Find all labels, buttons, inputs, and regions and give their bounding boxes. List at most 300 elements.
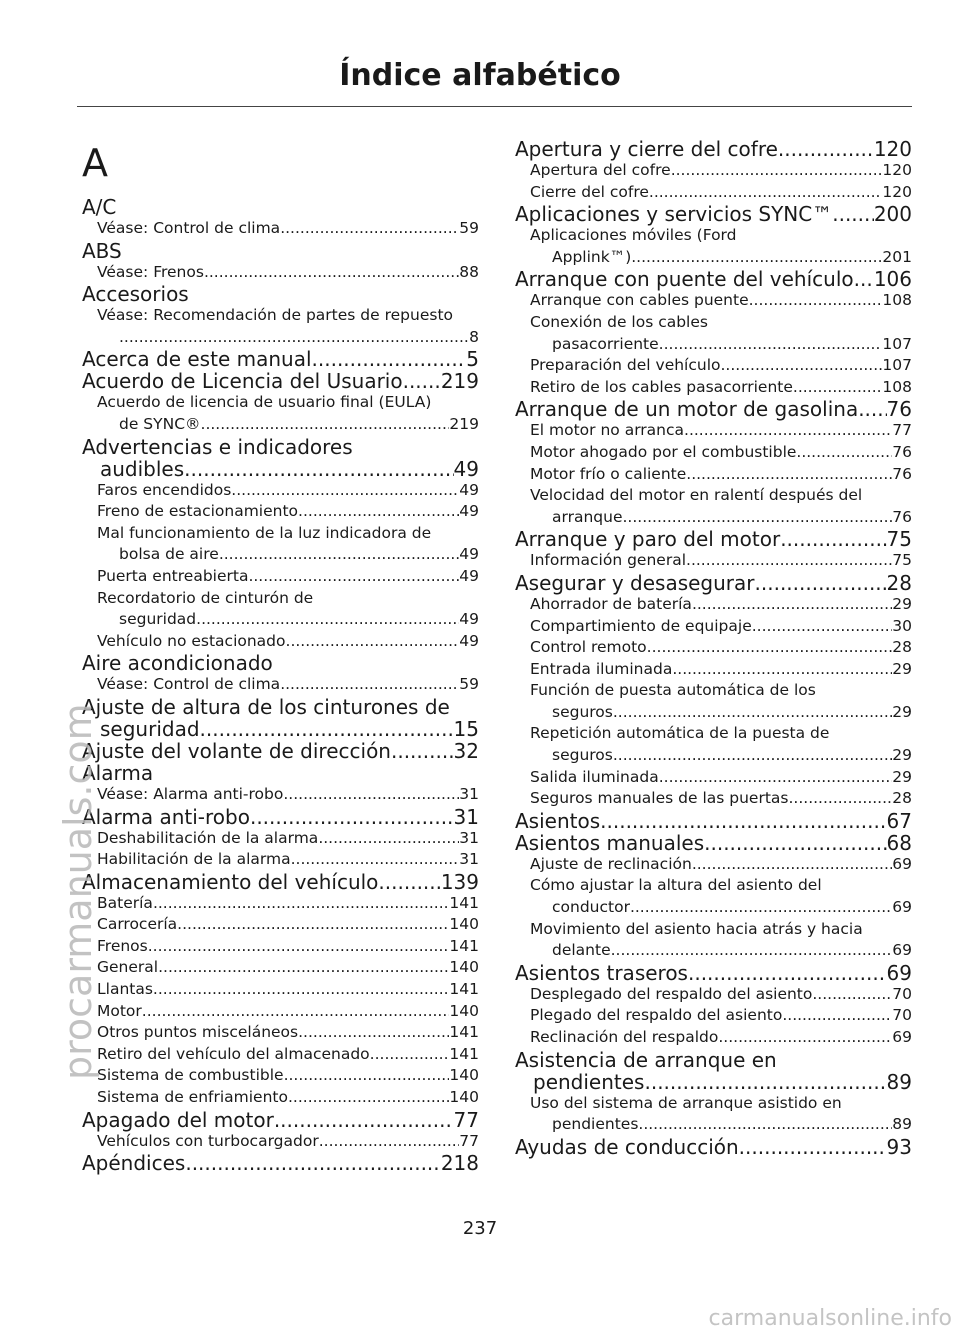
entry-text: Ajuste del volante de dirección [82,738,391,763]
dot-leader [201,414,450,436]
dot-leader [782,1005,892,1027]
entry-text: Preparación del vehículo [530,356,721,375]
entry-text: seguros [552,746,613,765]
entry-text: Apertura del cofre [530,161,671,179]
entry-text: Otros puntos misceláneos [97,1023,299,1042]
entry-text: Ayudas de conducción [515,1134,739,1159]
dot-leader [778,138,874,160]
dot-leader [686,464,892,486]
index-subentry [515,485,912,528]
index-subentry [82,262,479,284]
index-subentry [82,828,479,850]
entry-text: seguros [552,702,613,721]
entry-page-number: 140 [449,915,479,934]
entry-page-number: 141 [449,1023,479,1042]
entry-page-number: 76 [892,507,912,526]
entry-text: Advertencias e indicadores [82,434,353,459]
entry-text: Compartimiento de equipaje [530,616,752,635]
index-entry [82,762,479,784]
index-subentry [515,723,912,766]
index-entry [82,348,479,370]
entry-text: Alarma anti-robo [82,804,250,829]
dot-leader [142,1001,450,1023]
index-entry [82,436,479,480]
index-entries-left [82,196,479,1174]
dot-leader [153,893,449,915]
index-entry [515,268,912,290]
index-entry [515,962,912,984]
index-subentry [515,420,912,442]
index-subentry [515,594,912,616]
entry-page-number: 77 [453,1107,479,1132]
index-entry [82,196,479,218]
entry-text: Puerta entreabierta [97,566,249,585]
index-subentry [515,659,912,681]
entry-page-number: 76 [892,442,912,461]
index-subentry [82,566,479,588]
entry-text: Véase: Recomendación de partes de repuesto [97,306,454,325]
index-subentry [82,936,479,958]
entry-text: General [97,958,159,977]
entry-page-number: 141 [449,980,479,999]
entry-text: Véase: Control de clima [97,219,281,237]
index-subentry [515,160,912,182]
entry-page-number: 107 [882,356,912,375]
index-subentry [515,788,912,810]
dot-leader [196,609,459,631]
entry-page-number: 49 [459,566,479,585]
entry-page-number: 107 [882,334,912,353]
dot-leader [718,1027,892,1049]
index-entry [515,138,912,160]
entry-text: delante [552,941,611,960]
index-subentry [515,290,912,312]
entry-text: Arranque de un motor de gasolina [515,397,859,422]
entry-text: Carrocería [97,915,178,934]
dot-leader [858,398,886,420]
entry-page-number: 141 [449,936,479,955]
entry-page-number: 70 [892,984,912,1003]
entry-page-number: 140 [449,1066,479,1085]
entry-text: Recordatorio de cinturón de [97,588,314,607]
entry-text: Retiro del vehículo del almacenado [97,1044,370,1063]
index-entry [82,240,479,262]
entry-page-number: 69 [892,854,912,873]
dot-leader [611,940,893,962]
entry-text: Cómo ajustar la altura del asiento del [530,876,822,895]
index-subentry [515,312,912,355]
index-subentry [515,767,912,789]
index-column-right [515,138,912,1158]
entry-text: Motor ahogado por el combustible [530,442,797,461]
entry-text: Control remoto [530,638,647,657]
dot-leader [274,1109,454,1131]
entry-page-number: 15 [453,716,479,741]
entry-page-number: 49 [459,502,479,521]
entry-page-number: 49 [453,456,479,481]
entry-page-number: 29 [892,594,912,613]
entry-page-number: 70 [892,1006,912,1025]
entry-text: pendientes [533,1069,645,1094]
dot-leader [200,718,454,740]
dot-leader [280,218,459,240]
entry-page-number: 89 [886,1069,912,1094]
entry-page-number: 77 [459,1131,479,1150]
dot-leader [148,936,450,958]
entry-text: Cierre del cofre [530,182,649,201]
index-subentry [515,1093,912,1136]
index-subentry [515,680,912,723]
entry-page-number: 29 [892,746,912,765]
entry-page-number: 67 [886,808,912,833]
entry-text: Sistema de combustible [97,1066,284,1085]
entry-text: Vehículos con turbocargador [97,1131,319,1150]
dot-leader [832,203,874,225]
dot-leader [298,501,459,523]
entry-text: Aplicaciones móviles (Ford [530,226,737,245]
index-subentry [82,1044,479,1066]
index-subentry [82,893,479,915]
entry-page-number: 75 [892,551,912,570]
index-subentry [82,957,479,979]
dot-leader [288,1087,449,1109]
index-subentry [515,355,912,377]
index-subentry [515,919,912,962]
entry-text: Asientos [515,808,601,833]
entry-page-number: 219 [440,369,479,394]
entry-text: seguridad [100,716,200,741]
entry-page-number: 8 [469,327,479,346]
dot-leader [684,420,892,442]
entry-page-number: 106 [873,267,912,292]
index-subentry [515,984,912,1006]
entry-text: ABS [82,238,122,263]
entry-page-number: 28 [892,789,912,808]
index-subentry [82,588,479,631]
index-subentry [515,182,912,204]
entry-text: Información general [530,551,687,570]
entry-text: Asistencia de arranque en [515,1047,777,1072]
index-entry [82,370,479,392]
entry-page-number: 30 [892,616,912,635]
entry-page-number: 31 [459,784,479,803]
entry-text: Reclinación del respaldo [530,1028,719,1046]
entry-text: arranque [552,507,623,526]
dot-leader [659,334,883,356]
index-entry [82,740,479,762]
entry-text: bolsa de aire [119,545,219,564]
index-subentry [82,1001,479,1023]
index-subentry [82,1065,479,1087]
entry-text: Movimiento del asiento hacia atrás y hacia [530,919,863,938]
index-subentry [515,1027,912,1049]
entry-page-number: 31 [453,804,479,829]
entry-page-number: 49 [459,545,479,564]
entry-page-number: 29 [892,767,912,786]
entry-page-number: 120 [882,161,912,179]
dot-leader [250,806,454,828]
entry-page-number: 141 [449,893,479,912]
entry-page-number: 69 [892,898,912,917]
entry-text: Entrada iluminada [530,659,673,678]
entry-text: Deshabilitación de la alarma [97,828,319,847]
entry-text: Mal funcionamiento de la luz indicadora de [97,523,432,542]
dot-leader [812,984,892,1006]
entry-text: Véase: Control de clima [97,675,281,694]
dot-leader [796,442,892,464]
entry-page-number: 140 [449,958,479,977]
entry-page-number: 49 [459,480,479,499]
index-subentry [82,674,479,696]
entry-text: conductor [552,898,630,917]
entry-page-number: 28 [892,638,912,657]
index-subentry [82,501,479,523]
entry-page-number: 75 [886,527,912,552]
entry-text: Apéndices [82,1151,186,1176]
entry-text: Acuerdo de Licencia del Usuario [82,369,403,394]
entry-text: Habilitación de la alarma [97,850,291,869]
entry-text: Véase: Alarma anti-robo [97,784,284,803]
index-column-left [82,138,479,1174]
footer-watermark: carmanualsonline.info [708,1306,952,1331]
title-divider [77,106,912,107]
index-entry [515,572,912,594]
entry-text: Salida iluminada [530,767,659,786]
entry-page-number: 68 [886,830,912,855]
entry-text: de SYNC® [119,414,201,433]
dot-leader [671,160,883,182]
entry-page-number: 140 [449,1001,479,1020]
dot-leader [692,594,892,616]
entry-text: audibles [100,456,185,481]
entry-page-number: 69 [892,1028,912,1046]
entry-page-number: 108 [882,291,912,310]
index-entry [82,652,479,674]
entry-page-number: 201 [882,247,912,266]
dot-leader [231,480,459,502]
index-subentry [82,1022,479,1044]
index-entry [82,1109,479,1131]
dot-leader [378,871,440,893]
dot-leader [613,745,892,767]
entry-text: Retiro de los cables pasacorriente [530,377,793,396]
entry-text: Batería [97,893,153,912]
entry-page-number: 219 [449,414,479,433]
entry-text: Applink™) [552,247,632,266]
entry-page-number: 140 [449,1088,479,1107]
entry-text: pendientes [552,1115,639,1134]
index-subentry [515,1005,912,1027]
index-subentry [515,854,912,876]
entry-page-number: 49 [459,631,479,650]
index-subentry [82,523,479,566]
entry-page-number: 200 [873,202,912,227]
index-subentry [82,914,479,936]
index-subentry [82,480,479,502]
entry-text: Apertura y cierre del cofre [515,137,778,161]
dot-leader [686,550,892,572]
entry-text: Repetición automática de la puesta de [530,724,830,743]
entry-page-number: 5 [466,347,479,372]
entry-text: Sistema de enfriamiento [97,1088,288,1107]
dot-leader [283,784,459,806]
entry-text: Aplicaciones y servicios SYNC™ [515,202,833,227]
index-entries-right [515,138,912,1158]
entry-text: Llantas [97,980,153,999]
dot-leader [649,182,883,204]
index-entry [515,832,912,854]
entry-page-number: 218 [440,1151,479,1176]
entry-page-number: 32 [453,738,479,763]
index-entry [82,696,479,740]
entry-page-number: 29 [892,702,912,721]
entry-page-number: 76 [892,464,912,483]
dot-leader [704,832,886,854]
entry-text: Motor frío o caliente [530,464,687,483]
dot-leader [692,854,892,876]
index-entry [515,398,912,420]
entry-page-number: 88 [459,262,479,281]
entry-page-number: 89 [892,1115,912,1134]
dot-leader [647,637,893,659]
dot-leader [788,788,892,810]
dot-leader [184,458,453,480]
index-subentry [82,784,479,806]
index-entry [515,203,912,225]
entry-text: Conexión de los cables [530,312,708,331]
index-entry [82,806,479,828]
index-subentry [515,225,912,268]
dot-leader [291,849,460,871]
index-subentry [82,979,479,1001]
entry-page-number: 120 [882,182,912,201]
entry-text: Acerca de este manual [82,347,312,372]
entry-page-number: 28 [886,570,912,595]
dot-leader [119,327,469,349]
index-subentry [82,1087,479,1109]
dot-leader [403,370,441,392]
entry-page-number: 141 [449,1044,479,1063]
dot-leader [644,1071,886,1093]
dot-leader [752,616,893,638]
index-subentry [82,218,479,240]
dot-leader [286,631,460,653]
entry-text: Aire acondicionado [82,651,273,676]
index-entry [82,871,479,893]
dot-leader [248,566,459,588]
entry-text: Asegurar y desasegurar [515,570,755,595]
dot-leader [630,897,892,919]
entry-text: Velocidad del motor en ralentí después del [530,486,863,505]
index-entry [82,283,479,305]
entry-text: Ajuste de altura de los cinturones de [82,694,450,719]
entry-page-number: 49 [459,610,479,629]
entry-text: Asientos traseros [515,960,688,985]
watermark: procarmanuals.com [56,703,100,1080]
dot-leader [298,1022,449,1044]
dot-leader [600,810,886,832]
dot-leader [638,1114,892,1136]
entry-text: pasacorriente [552,334,659,353]
entry-text: El motor no arranca [530,421,685,440]
entry-text: Freno de estacionamiento [97,502,299,521]
entry-text: Función de puesta automática de los [530,681,816,700]
index-entry [515,1049,912,1093]
index-subentry [82,849,479,871]
dot-leader [158,957,449,979]
entry-text: Alarma [82,760,154,785]
entry-page-number: 69 [892,941,912,960]
page-number: 237 [462,1218,498,1239]
entry-text: Arranque con puente del vehículo [515,267,854,292]
dot-leader [370,1044,450,1066]
index-subentry [515,616,912,638]
dot-leader [284,1065,450,1087]
dot-leader [319,1131,460,1153]
dot-leader [739,1136,887,1158]
entry-text: Seguros manuales de las puertas [530,789,789,808]
entry-text: Faros encendidos [97,480,232,499]
entry-text: Arranque con cables puente [530,291,749,310]
dot-leader [312,348,467,370]
index-entry [82,1152,479,1174]
entry-text: Ahorrador de batería [530,594,692,613]
entry-text: seguridad [119,610,197,629]
entry-text: Almacenamiento del vehículo [82,869,379,894]
index-subentry [82,305,479,348]
entry-text: Uso del sistema de arranque asistido en [530,1093,842,1112]
index-subentry [515,550,912,572]
dot-leader [204,262,459,284]
entry-page-number: 120 [873,137,912,161]
index-entry [515,810,912,832]
index-subentry [515,377,912,399]
index-subentry [515,637,912,659]
entry-page-number: 139 [440,869,479,894]
dot-leader [755,572,887,594]
entry-text: A/C [82,195,117,219]
entry-page-number: 31 [459,828,479,847]
dot-leader [780,528,886,550]
dot-leader [854,268,874,290]
entry-text: Motor [97,1001,142,1020]
entry-text: Accesorios [82,282,189,307]
index-subentry [82,631,479,653]
dot-leader [631,247,882,269]
entry-text: Ajuste de reclinación [530,854,692,873]
entry-page-number: 59 [459,675,479,694]
dot-leader [688,962,887,984]
dot-leader [721,355,883,377]
dot-leader [749,290,883,312]
dot-leader [623,507,893,529]
dot-leader [793,377,883,399]
dot-leader [391,740,454,762]
page-title: Índice alfabético [339,58,621,93]
dot-leader [185,1152,440,1174]
entry-page-number: 69 [886,960,912,985]
entry-text: Acuerdo de licencia de usuario final (EULA) [97,393,432,412]
dot-leader [177,914,449,936]
index-subentry [82,392,479,435]
section-letter: A [82,141,108,185]
entry-page-number: 77 [892,421,912,440]
index-entry [515,1136,912,1158]
dot-leader [318,828,459,850]
dot-leader [613,702,892,724]
dot-leader [219,544,459,566]
entry-page-number: 76 [886,397,912,422]
